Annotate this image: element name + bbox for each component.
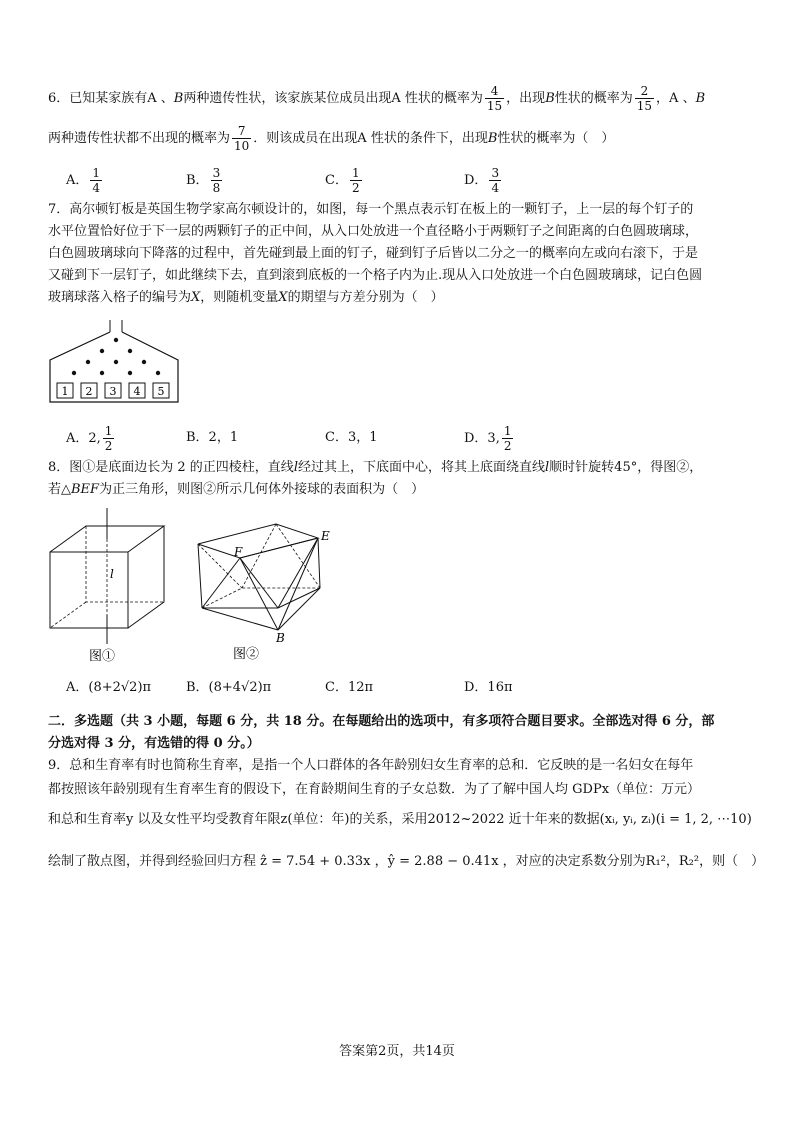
q9-line2: 都按照该年龄别现有生育率生育的假设下，在育龄期间生育的子女总数．为了了解中国人均 GDPx（单位：万元）: [48, 782, 701, 797]
fraction-a: $\frac{4}{15}$: [486, 84, 503, 113]
q7-option-d[interactable]: D．3, $\frac{1}{2}$: [464, 424, 512, 453]
figure-2-antiprism: [190, 518, 340, 664]
q7-line1: 7．高尔顿钉板是英国生物学家高尔顿设计的，如图，每一个黑点表示钉在板上的一颗钉子，上一层的每个钉子的: [48, 202, 694, 217]
q8-line2: 若△BEF为正三角形，则图②所示几何体外接球的表面积为（ ）: [48, 482, 425, 497]
q9-line4: 绘制了散点图，并得到经验回归方程 ẑ = 7.54 + 0.33x ，ŷ = 2.88 − 0.41x ，对应的决定系数分别为R₁²，R₂²，则（ ）: [48, 854, 765, 869]
line-l-label: l: [110, 567, 114, 581]
vertex-f-label: F: [234, 545, 243, 559]
q7-line5: 玻璃球落入格子的编号为X，则随机变量X的期望与方差分别为（ ）: [48, 290, 444, 305]
fraction-none: $\frac{7}{10}$: [234, 124, 250, 153]
figure-1-prism: [44, 504, 174, 664]
slot-label: 1: [61, 385, 69, 398]
galton-board-figure: [44, 316, 184, 408]
q7-line2: 水平位置恰好位于下一层的两颗钉子的正中间，从入口处放进一个直径略小于两颗钉子之间距离的白色圆玻璃球，: [48, 224, 699, 239]
q8-option-d[interactable]: D．16π: [464, 680, 513, 695]
q7-option-a[interactable]: A．2, $\frac{1}{2}$: [66, 424, 113, 453]
q6-option-c[interactable]: C． $\frac{1}{2}$: [325, 166, 360, 195]
q6-option-b[interactable]: B． $\frac{3}{8}$: [186, 166, 221, 195]
q7-option-c[interactable]: C．3，1: [325, 430, 378, 445]
q8-option-a[interactable]: A．(8+2√2)π: [66, 680, 152, 695]
q8-option-b[interactable]: B．(8+4√2)π: [186, 680, 272, 695]
q8-option-c[interactable]: C．12π: [325, 680, 374, 695]
slot-label: 3: [109, 385, 117, 398]
vertex-e-label: E: [321, 529, 330, 543]
q7-line3: 白色圆玻璃球向下降落的过程中，首先碰到最上面的钉子，碰到钉子后皆以二分之一的概率向左或向右滚下，于是: [48, 246, 699, 261]
slot-label: 5: [157, 385, 165, 398]
figure-2-caption: 图②: [232, 647, 260, 662]
slot-label: 2: [85, 385, 93, 398]
q7-option-b[interactable]: B．2，1: [186, 430, 239, 445]
q8-line1: 8．图①是底面边长为 2 的正四棱柱，直线l经过其上，下底面中心，将其上底面绕直线l顺时针旋转45°，得图②，: [48, 460, 703, 475]
q6-line2: 两种遗传性状都不出现的概率为 $\frac{7}{10}$ ．则该成员在出现A 性状的条件下，出现B性状的概率为（ ）: [48, 124, 615, 153]
q6-line1: 6．已知某家族有A 、B两种遗传性状，该家族某位成员出现A 性状的概率为 $\frac{4}{15}$ ，出现B性状的概率为 $\frac{2}{15}$ ，A 、B: [48, 84, 706, 113]
q6-option-a[interactable]: A． $\frac{1}{4}$: [66, 166, 101, 195]
q6-option-d[interactable]: D． $\frac{3}{4}$: [464, 166, 500, 195]
vertex-b-label: B: [276, 631, 285, 645]
page-footer: 答案第2页，共14页: [339, 1044, 455, 1059]
q9-line3: 和总和生育率y 以及女性平均受教育年限z(单位：年)的关系，采用2012~2022 近十年来的数据(xᵢ, yᵢ, zᵢ)(i = 1, 2, ⋯10): [48, 812, 752, 827]
q9-line1: 9．总和生育率有时也简称生育率，是指一个人口群体的各年龄别妇女生育率的总和．它反映的是一名妇女在每年: [48, 758, 694, 773]
figure-1-caption: 图①: [88, 649, 116, 664]
section-2-heading-cont: 分选对得 3 分，有选错的得 0 分。）: [48, 736, 260, 751]
q7-line4: 又碰到下一层钉子，如此继续下去，直到滚到底板的一个格子内为止.现从入口处放进一个白色圆玻璃球，记白色圆: [48, 268, 703, 283]
fraction-b: $\frac{2}{15}$: [636, 84, 653, 113]
slot-label: 4: [133, 385, 141, 398]
section-2-heading: 二．多选题（共 3 小题，每题 6 分，共 18 分。在每题给出的选项中，有多项符合题目要求。全部选对得 6 分，部: [48, 714, 715, 729]
